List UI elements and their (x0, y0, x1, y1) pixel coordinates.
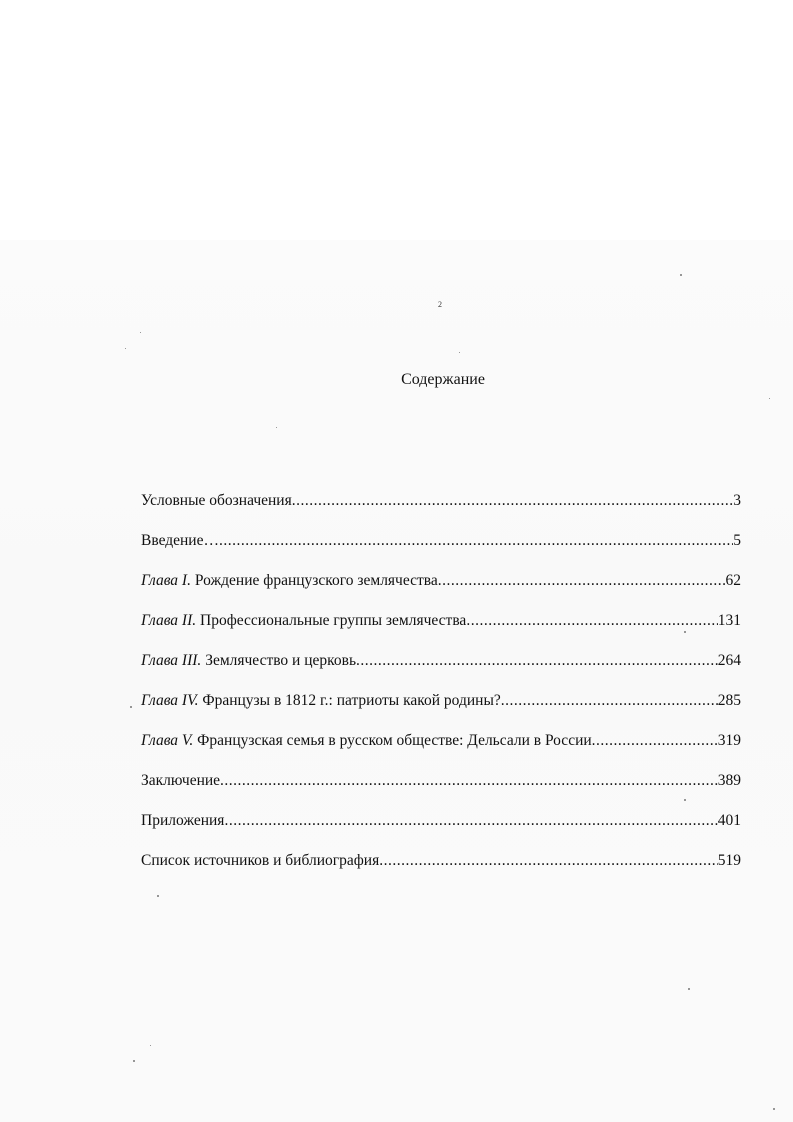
scan-speck (140, 332, 141, 333)
scan-speck (125, 348, 126, 349)
toc-entry-symbols (141, 492, 741, 532)
scan-speck (680, 274, 682, 276)
table-of-contents (141, 492, 741, 892)
toc-entry-appendices (141, 812, 741, 852)
toc-page-number: 264 (717, 652, 741, 669)
toc-chapter-number: Глава II. (141, 612, 197, 629)
toc-page-number: 3 (733, 492, 741, 509)
toc-entry-label (141, 492, 292, 510)
toc-entry-chapter-3 (141, 652, 741, 692)
toc-leader-dots (224, 812, 717, 830)
toc-entry-chapter-1 (141, 572, 741, 612)
scan-speck (769, 398, 770, 399)
toc-entry-title: Профессиональные группы землячества (196, 612, 467, 629)
toc-entry-label (141, 652, 356, 670)
toc-entry-label (141, 852, 379, 870)
toc-leader-dots (292, 492, 734, 510)
scan-speck (773, 1108, 775, 1110)
toc-entry-label (141, 532, 219, 550)
toc-entry-conclusion (141, 772, 741, 812)
toc-entry-title: Приложения (141, 812, 225, 829)
toc-leader-dots (219, 532, 733, 550)
toc-entry-bibliography (141, 852, 741, 892)
toc-entry-title: Французы в 1812 г.: патриоты какой родины? (198, 692, 501, 709)
toc-entry-title: Список источников и библиография (141, 852, 380, 869)
toc-entry-label (141, 612, 466, 630)
toc-chapter-number: Глава IV. (141, 692, 199, 709)
toc-page-number: 285 (717, 692, 741, 709)
toc-page-number: 519 (717, 852, 741, 869)
toc-entry-title: Заключение (141, 772, 221, 789)
toc-leader-dots (379, 852, 718, 870)
toc-chapter-number: Глава III. (141, 652, 202, 669)
toc-entry-label (141, 772, 220, 790)
page-number: 2 (438, 300, 442, 309)
toc-leader-dots (592, 732, 718, 750)
toc-entry-chapter-4 (141, 692, 741, 732)
scan-speck (130, 706, 132, 708)
toc-entry-label (141, 572, 438, 590)
toc-page-number: 401 (717, 812, 741, 829)
toc-page-number: 389 (717, 772, 741, 789)
scan-speck (276, 427, 277, 428)
toc-entry-label (141, 812, 224, 830)
toc-chapter-number: Глава I. (141, 572, 191, 589)
toc-entry-title: Введение… (141, 532, 219, 549)
toc-chapter-number: Глава V. (141, 732, 194, 749)
toc-entry-label (141, 692, 501, 710)
scan-speck (459, 352, 460, 353)
toc-page-number: 131 (717, 612, 741, 629)
scan-speck (688, 988, 690, 990)
toc-entry-introduction (141, 532, 741, 572)
toc-entry-chapter-2 (141, 612, 741, 652)
toc-entry-chapter-5 (141, 732, 741, 772)
toc-leader-dots (501, 692, 718, 710)
toc-page-number: 319 (717, 732, 741, 749)
toc-leader-dots (466, 612, 717, 630)
scan-speck (133, 1060, 135, 1062)
toc-entry-title: Землячество и церковь (201, 652, 357, 669)
toc-entry-title: Условные обозначения (141, 492, 292, 509)
toc-page-number: 62 (725, 572, 741, 589)
toc-page-number: 5 (733, 532, 741, 549)
scan-speck (150, 1045, 151, 1046)
scan-speck (157, 895, 159, 897)
toc-leader-dots (220, 772, 718, 790)
toc-entry-title: Французская семья в русском обществе: Дельсали в России (193, 732, 592, 749)
page-title: Содержание (401, 371, 485, 388)
toc-leader-dots (356, 652, 718, 670)
toc-entry-title: Рождение французского землячества (190, 572, 438, 589)
toc-entry-label (141, 732, 592, 750)
toc-leader-dots (438, 572, 726, 590)
